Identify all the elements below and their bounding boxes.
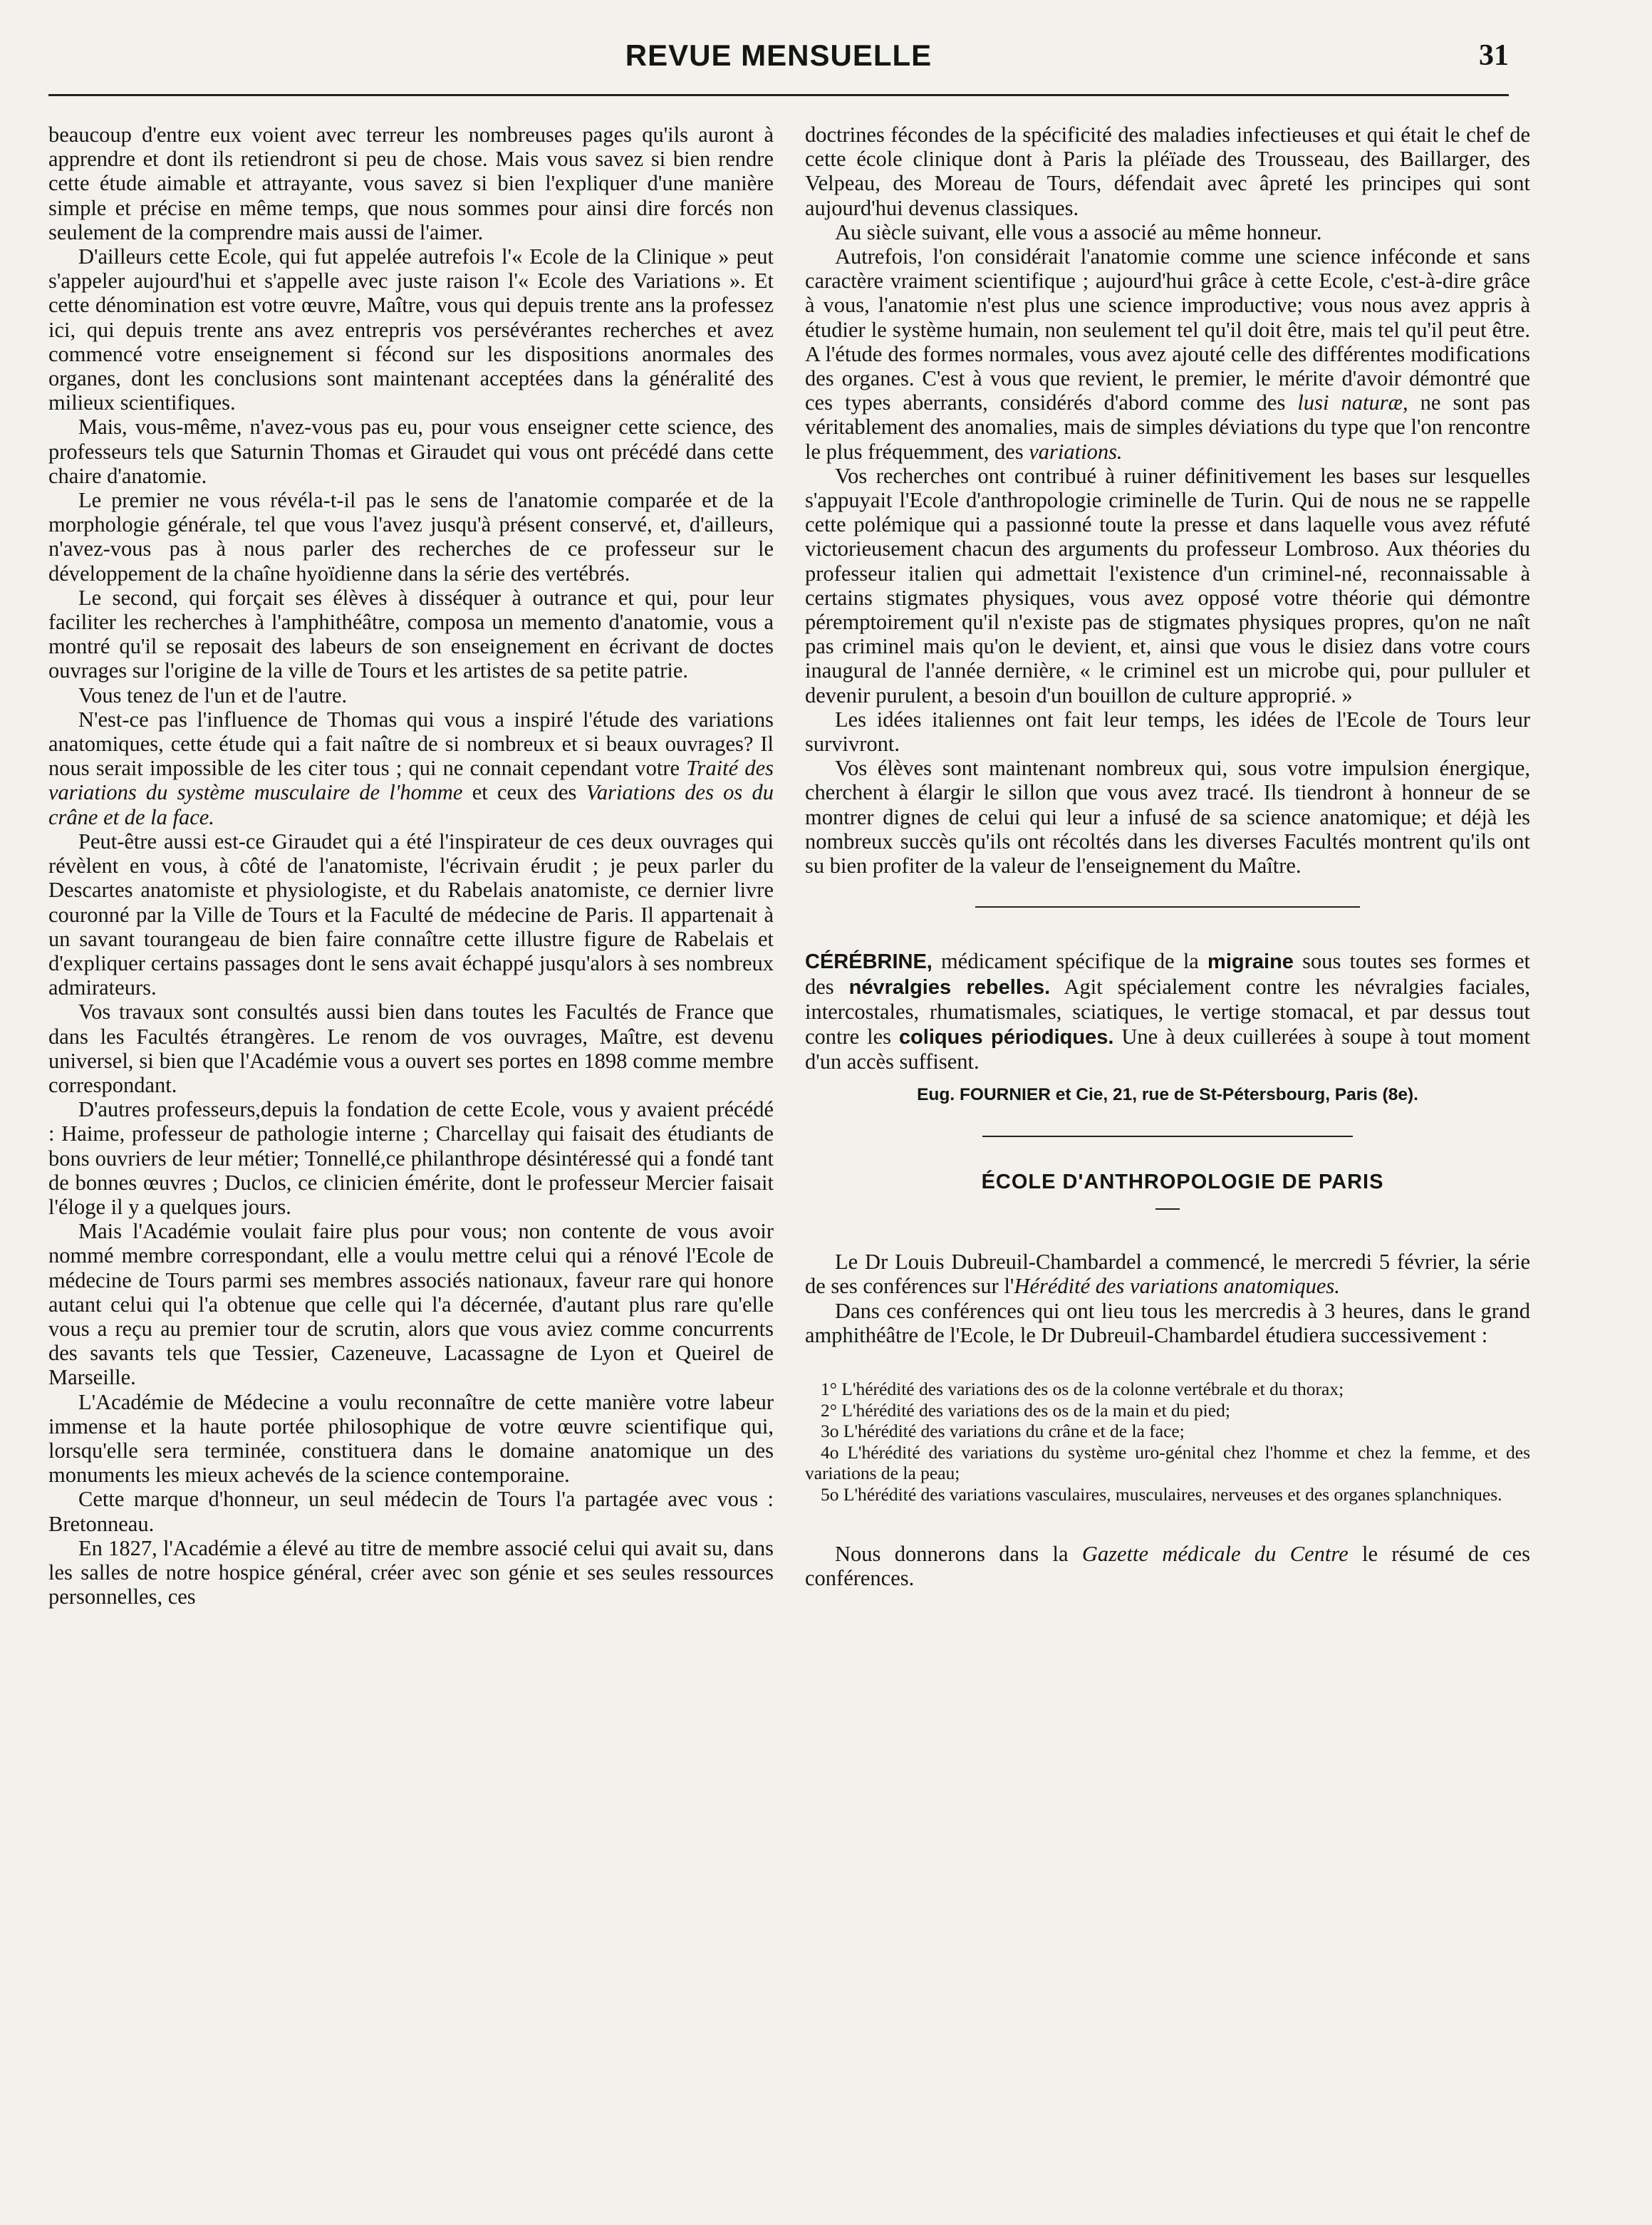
journal-title: Gazette médicale du Centre [1081, 1542, 1349, 1567]
paragraph: D'ailleurs cette Ecole, qui fut appelée autrefois l'« Ecole de la Clinique » peut s'appeler aujourd'hui et s'appelle avec juste raison l'« Ecole des Variations ». Et cette dénomination est votre œuvre, Maître, vous qui depuis trente ans la professez ici, qui depuis trente ans avez entrepris vos persévérantes recherches et avez commencé votre enseignement si fécond sur les dispositions anormales des organes, dont les conclusions sont maintenant acceptées dans la généralité des milieux scientifiques. [48, 244, 774, 415]
paragraph: En 1827, l'Académie a élevé au titre de membre associé celui qui avait su, dans les salles de notre hospice général, créer avec son génie et ses seules ressources personnelles, ces [48, 1535, 774, 1609]
lecture-title: Hérédité des variations anatomiques. [1014, 1274, 1340, 1299]
emphasis: variations. [1029, 439, 1123, 464]
paragraph [805, 1250, 1530, 1298]
paragraph-text: Nous donnerons dans la [835, 1542, 1082, 1567]
list-item: 1° L'hérédité des variations des os de la colonne vertébrale et du thorax; [821, 1379, 1344, 1400]
advert-segment: sous toutes ses formes et des [805, 949, 1530, 999]
paragraph-text: ne sont pas véritablement des anomalies, mais de simples déviations du type que l'on rencontre le plus fréquemment, des [805, 390, 1531, 464]
paragraph: Vos recherches ont contribué à ruiner définitivement les bases sur lesquelles s'appuyait l'Ecole d'anthropologie criminelle de Turin. Qui de nous ne se rappelle cette polémique qui a passionné toute la presse et dans laquelle vous avez réfuté victorieusement chacun des arguments du professeur Lombroso. Aux théories du professeur italien qui admettait l'existence d'un criminel-né, reconnaissable à certains stigmates physiques, vous avez opposé votre théorie qui démontre péremptoirement qu'il n'existe pas de stigmates physiques propres, qu'on ne naît pas criminel mais qu'on le devient, et, ainsi que vous le disiez dans votre cours inaugural de l'année dernière, « le criminel est un microbe qui, pour pulluler et devenir purulent, a besoin d'un bouillon de culture approprié. » [805, 463, 1530, 707]
paragraph: Cette marque d'honneur, un seul médecin de Tours l'a partagée avec vous : Bretonneau. [48, 1487, 774, 1536]
paragraph: Mais l'Académie voulait faire plus pour vous; non contente de vous avoir nommé membre correspondant, elle a voulu mettre celui qui a rénové l'Ecole de médecine de Tours parmi ses membres associés nationaux, faveur rare qui honore autant celui qui l'a obtenue que celle qui l'a décernée, d'autant plus rare qu'elle vous a reçu au premier tour de scrutin, alors que vous aviez comme concurrents des savants tels que Tessier, Cazeneuve, Lacassagne de Lyon et Queirel de Marseille. [48, 1219, 774, 1390]
list-item: 4o L'hérédité des variations du système uro-génital chez l'homme et chez la femme, et des variations de la peau; [805, 1441, 1530, 1484]
lecture-list [805, 1379, 1530, 1505]
paragraph: Vos élèves sont maintenant nombreux qui, sous votre impulsion énergique, cherchent à élargir le sillon que vous avez tracé. Ils tiendront à honneur de se montrer dignes de celui qui leur a infusé de sa science anatomique; et déjà les nombreux succès qu'ils ont récoltés dans les diverses Facultés montrent qu'ils ont su bien profiter de la valeur de l'enseignement du Maître. [805, 756, 1530, 878]
list-item: 5o L'hérédité des variations vasculaires, musculaires, nerveuses et des organes splanchniques. [821, 1483, 1502, 1505]
paragraph: Mais, vous-même, n'avez-vous pas eu, pour vous enseigner cette science, des professeurs tels que Saturnin Thomas et Giraudet qui vous ont précédé dans cette chaire d'anatomie. [48, 415, 774, 488]
separator-rule [982, 1136, 1353, 1137]
header-rule [48, 94, 1509, 96]
page-number: 31 [1479, 39, 1509, 72]
section-title: ÉCOLE D'ANTHROPOLOGIE DE PARIS [981, 1171, 1384, 1193]
title-dash [1155, 1208, 1180, 1210]
paragraph-text: le résumé de ces conférences. [805, 1542, 1530, 1591]
list-item: 2° L'hérédité des variations des os de la main et du pied; [821, 1399, 1230, 1421]
paragraph-text: N'est-ce pas l'influence de Thomas qui vous a inspiré l'étude des variations anatomiques, cette étude qui a fait naître de si nombreux et si beaux ouvrages? Il nous serait impossible de les citer tous ; qui ne connait cependant votre [48, 707, 774, 781]
advertisement [805, 949, 1530, 1107]
product-name: CÉRÉBRINE, [805, 950, 933, 974]
paragraph: doctrines fécondes de la spécificité des maladies infectieuses et qui était le chef de cette école clinique dont à Paris la pléïade des Trousseau, des Baillarger, des Velpeau, des Moreau de Tours, défendait avec âpreté les principes qui sont aujourd'hui devenus classiques. [805, 123, 1530, 220]
paragraph: Le premier ne vous révéla-t-il pas le sens de l'anatomie comparée et de la morphologie générale, tel que vous l'avez jusqu'à présent conservé, et, d'ailleurs, n'avez-vous pas à nous parler des recherches de ce professeur sur le développement de la chaîne hyoïdienne dans la série des vertébrés. [48, 488, 774, 586]
advert-segment: Une à deux cuillerées à soupe à tout moment d'un accès suffisent. [805, 1024, 1530, 1074]
paragraph: D'autres professeurs,depuis la fondation de cette Ecole, vous y avaient précédé : Haime, professeur de pathologie interne ; Charcellay qui faisait des étudiants de bons ouvriers de leur métier; Tonnellé,ce philanthrope désintéressé qui a fondé tant de bonnes œuvres ; Duclos, ce clinicien émérite, dont le professeur Mercier faisait l'éloge il y a quelques jours. [48, 1097, 774, 1219]
paragraph: Vos travaux sont consultés aussi bien dans toutes les Facultés de France que dans les Facultés étrangères. Le renom de vos ouvrages, Maître, est devenu universel, si bien que l'Académie vous a ouvert ses portes en 1898 comme membre correspondant. [48, 1000, 774, 1097]
advert-address: Eug. FOURNIER et Cie, 21, rue de St-Pétersbourg, Paris (8e). [917, 1084, 1418, 1104]
list-item: 3o L'hérédité des variations du crâne et de la face; [821, 1421, 1185, 1442]
advert-text [805, 949, 1530, 1074]
right-column [805, 123, 1530, 1590]
running-title: REVUE MENSUELLE [625, 38, 933, 72]
paragraph: beaucoup d'entre eux voient avec terreur les nombreuses pages qu'ils auront à apprendre et dont ils retiendront si peu de chose. Mais vous savez si bien rendre cette étude aimable et attrayante, vous savez si bien l'expliquer d'une manière simple et précise en même temps, que nous sommes pour ainsi dire forcés non seulement de la comprendre mais aussi de l'aimer. [48, 123, 774, 244]
latin-term: lusi naturæ, [1297, 390, 1408, 415]
paragraph: Peut-être aussi est-ce Giraudet qui a été l'inspirateur de ces deux ouvrages qui révèlent en vous, à côté de l'anatomiste, l'écrivain érudit ; je peux parler du Descartes anatomiste et physiologiste, et du Rabelais anatomiste, ce dernier livre couronné par la Ville de Tours et la Faculté de médecine de Paris. Il appartenait à un savant tourangeau de bien faire connaître cette illustre figure de Rabelais et d'expliquer certains passages dont le sens avait échappé jusqu'alors à ses nombreux admirateurs. [48, 829, 774, 1000]
paragraph: Dans ces conférences qui ont lieu tous les mercredis à 3 heures, dans le grand amphithéâtre de l'Ecole, le Dr Dubreuil-Chambardel étudiera successivement : [805, 1298, 1530, 1347]
paragraph: Vous tenez de l'un et de l'autre. [78, 683, 348, 707]
advert-bold: migraine [1207, 950, 1294, 974]
separator-rule [975, 906, 1360, 908]
paragraph [805, 244, 1530, 464]
paragraph: Au siècle suivant, elle vous a associé au même honneur. [835, 219, 1322, 244]
page-header [48, 38, 1509, 81]
advert-bold: névralgies rebelles. [848, 975, 1051, 999]
book-title: Variations des os du crâne et de la face. [48, 780, 774, 829]
paragraph: Les idées italiennes ont fait leur temps, les idées de l'Ecole de Tours leur survivront. [805, 707, 1530, 757]
paragraph [805, 1542, 1530, 1590]
paragraph: L'Académie de Médecine a voulu reconnaître de cette manière votre labeur immense et la haute portée philosophique de votre œuvre scientifique qui, lorsqu'elle sera terminée, constituera dans le domaine anatomique un des monuments les mieux achevés de la science contemporaine. [48, 1389, 774, 1488]
paragraph-text: Le Dr Louis Dubreuil-Chambardel a commencé, le mercredi 5 février, la série de ses conférences sur l' [805, 1250, 1530, 1299]
paragraph-text: et ceux des [472, 780, 577, 805]
paragraph: Le second, qui forçait ses élèves à disséquer à outrance et qui, pour leur faciliter les recherches à l'amphithéâtre, composa un memento d'anatomie, vous a montré qu'il se reposait des labeurs de son enseignement en écrivant de doctes ouvrages sur l'origine de la ville de Tours et les artistes de sa petite patrie. [48, 585, 774, 683]
book-title: Traité des variations du système musculaire de l'homme [48, 756, 774, 805]
paragraph-text: Autrefois, l'on considérait l'anatomie comme une science inféconde et sans caractère vraiment scientifique ; aujourd'hui grâce à cette Ecole, c'est-à-dire grâce à vous, l'anatomie n'est plus une science improductive; vous nous avez appris à étudier le système humain, non seulement tel qu'il doit être, mais tel qu'il peut être. A l'étude des formes normales, vous avez ajouté celle des différentes modifications des organes. C'est à vous que revient, le premier, le mérite d'avoir démontré que ces types aberrants, considérés d'abord comme des [805, 244, 1530, 415]
left-column [48, 123, 774, 1609]
advert-segment: Agit spécialement contre les névralgies faciales, intercostales, rhumatismales, sciatiques, le vertige stomacal, et par dessus tout contre les [805, 974, 1530, 1049]
paragraph [48, 707, 774, 829]
advert-segment: médicament spécifique de la [932, 949, 1208, 974]
advert-bold: coliques périodiques. [898, 1025, 1114, 1049]
